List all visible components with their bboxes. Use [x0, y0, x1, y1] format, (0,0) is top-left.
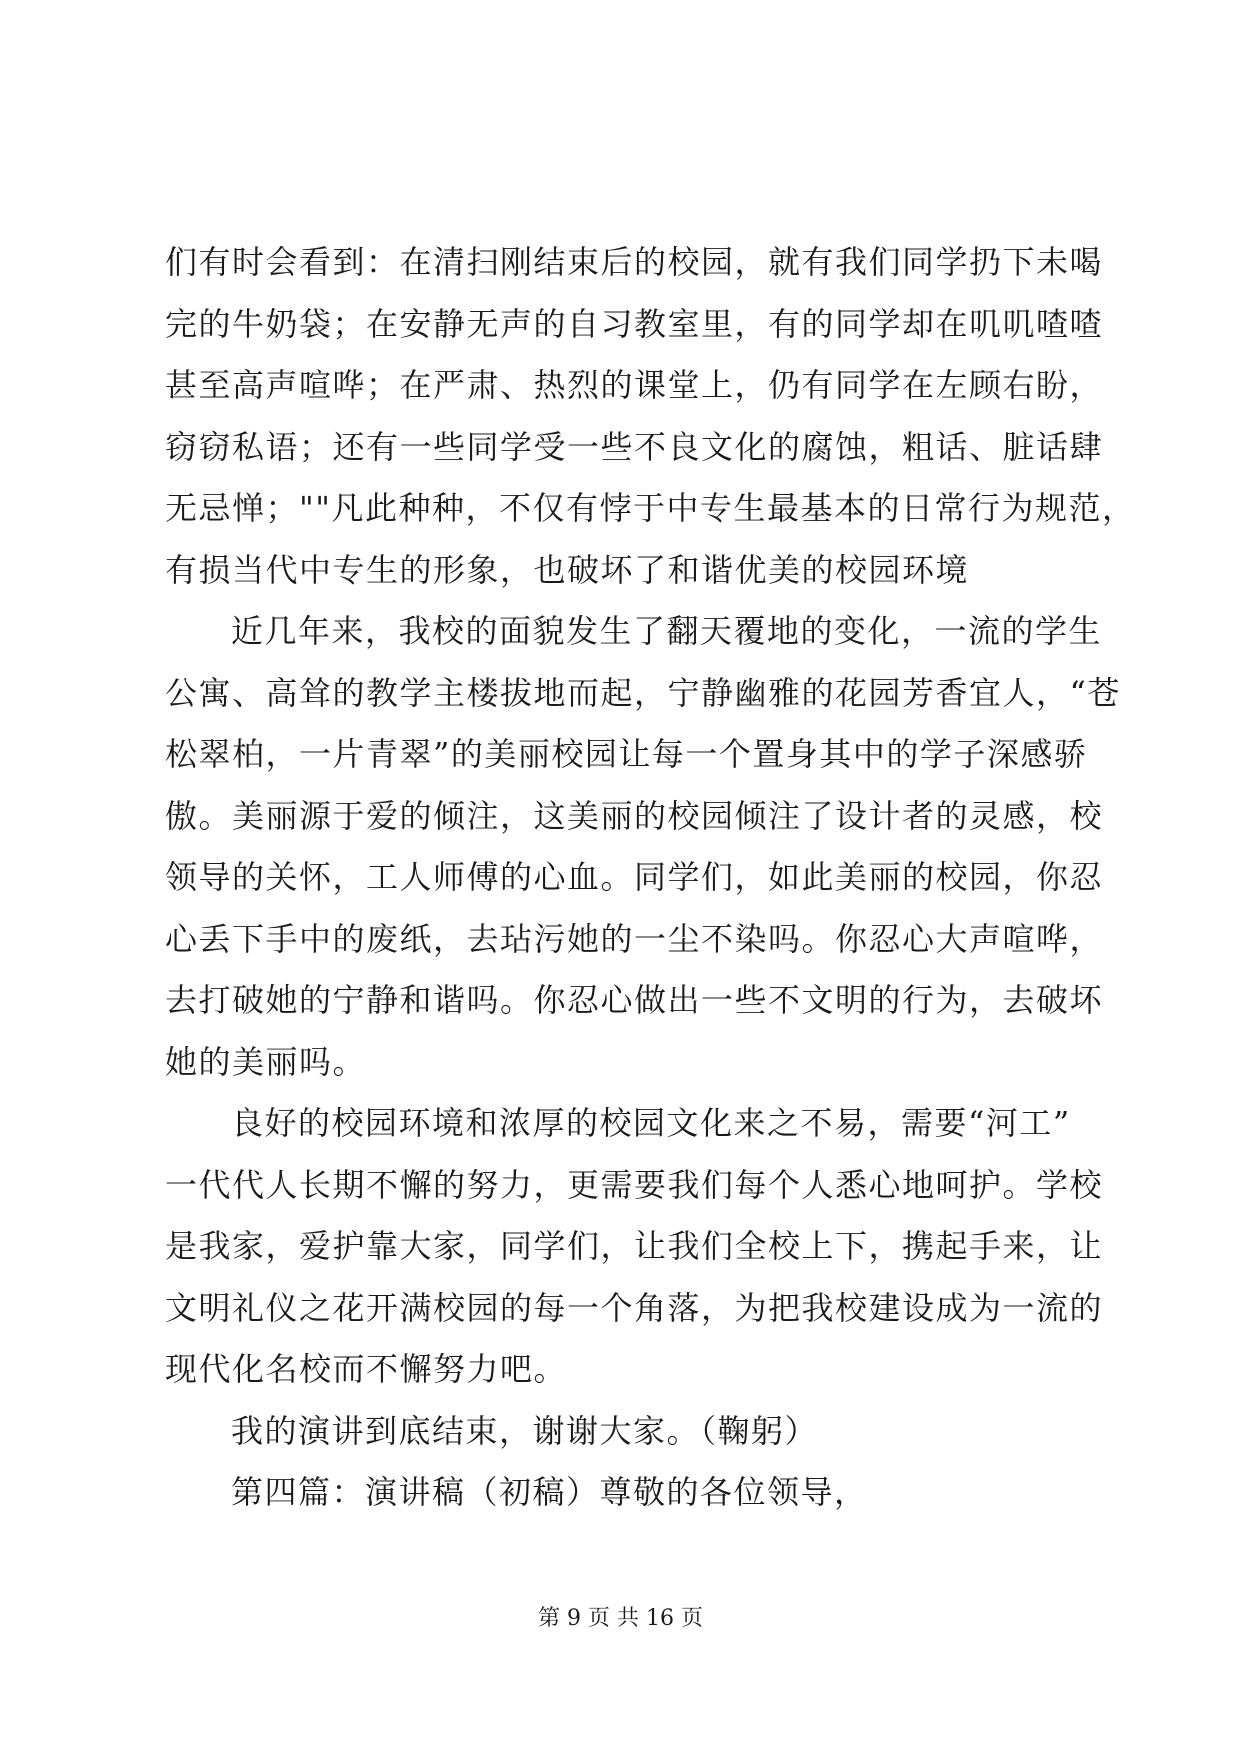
text-line: 们有时会看到：在清扫刚结束后的校园，就有我们同学扔下未喝 — [165, 243, 1104, 281]
text-line: 无忌惮；""凡此种种，不仅有悖于中专生最基本的日常行为规范， — [165, 489, 1136, 527]
text-line: 完的牛奶袋；在安静无声的自习教室里，有的同学却在叽叽喳喳 — [165, 304, 1104, 343]
text-line: 我的演讲到底结束，谢谢大家。（鞠躬） — [231, 1411, 819, 1450]
text-line: 一代代人长期不懈的努力，更需要我们每个人悉心地呵护。学校 — [165, 1165, 1104, 1204]
text-line: 心丢下手中的废纸，去玷污她的一尘不染吗。你忍心大声喧哗， — [165, 919, 1104, 958]
text-line: 现代化名校而不懈努力吧。 — [165, 1350, 568, 1388]
text-line: 第四篇：演讲稿（初稿）尊敬的各位领导， — [231, 1473, 868, 1511]
body-text — [165, 232, 1136, 1524]
page-footer: 第 9 页 共 16 页 — [538, 1606, 703, 1631]
text-line: 去打破她的宁静和谐吗。你忍心做出一些不文明的行为，去破坏 — [165, 981, 1104, 1019]
text-line: 傲。美丽源于爱的倾注，这美丽的校园倾注了设计者的灵感，校 — [165, 796, 1104, 835]
text-line: 良好的校园环境和浓厚的校园文化来之不易，需要“河工” — [231, 1104, 1071, 1142]
text-line: 近几年来，我校的面貌发生了翻天覆地的变化，一流的学生 — [231, 612, 1103, 650]
text-line: 松翠柏，一片青翠”的美丽校园让每一个置身其中的学子深感骄 — [165, 735, 1088, 773]
text-line: 是我家，爱护靠大家，同学们，让我们全校上下，携起手来，让 — [165, 1227, 1104, 1265]
text-line: 甚至高声喧哗；在严肃、热烈的课堂上，仍有同学在左顾右盼， — [165, 366, 1104, 404]
text-line: 她的美丽吗。 — [165, 1042, 367, 1081]
text-line: 有损当代中专生的形象，也破坏了和谐优美的校园环境 — [165, 550, 970, 589]
text-line: 窃窃私语；还有一些同学受一些不良文化的腐蚀，粗话、脏话肆 — [165, 427, 1104, 466]
text-line: 公寓、高耸的教学主楼拔地而起，宁静幽雅的花园芳香宜人，“苍 — [165, 673, 1121, 712]
text-line: 文明礼仪之花开满校园的每一个角落，为把我校建设成为一流的 — [165, 1288, 1104, 1327]
text-line: 领导的关怀，工人师傅的心血。同学们，如此美丽的校园，你忍 — [165, 858, 1104, 896]
